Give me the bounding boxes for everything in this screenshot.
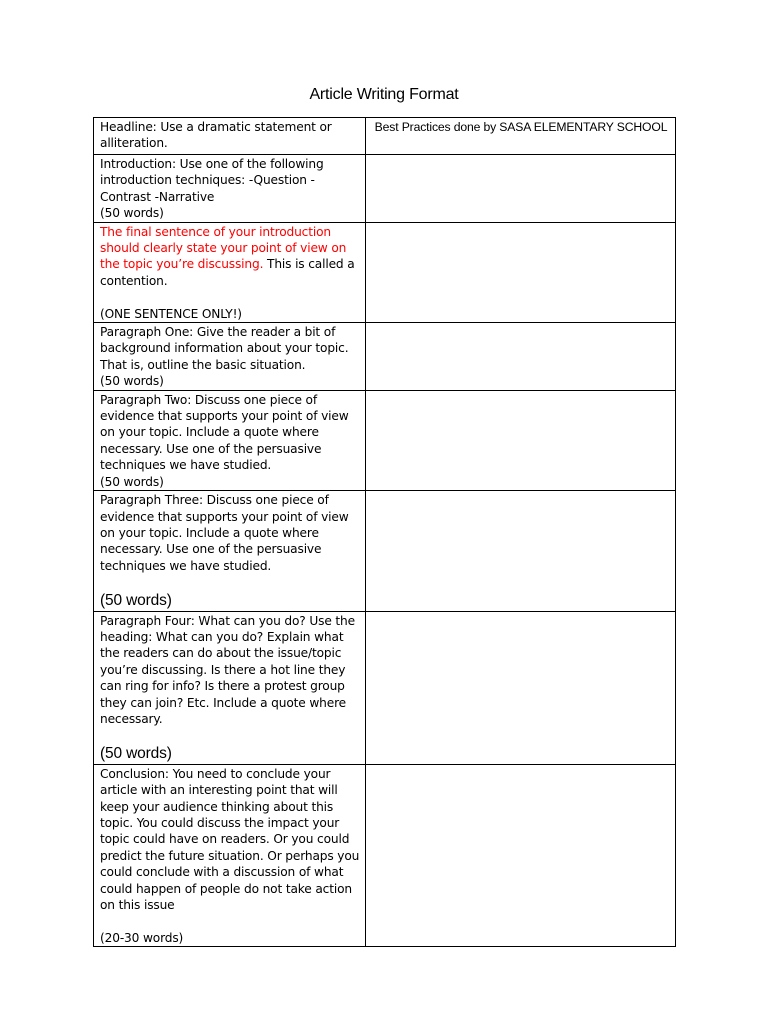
paragraph-one-text: Paragraph One: Give the reader a bit of background information about your topic. That is, outline the basic situation.	[100, 325, 349, 372]
paragraph-three-text: Paragraph Three: Discuss one piece of evidence that supports your point of view on your topic. Include a quote where necessary. Use one of the persuasive techniques we have studied.	[100, 493, 349, 573]
response-cell[interactable]	[366, 611, 676, 764]
introduction-word-count: (50 words)	[100, 206, 164, 221]
contention-highlight-text: The final sentence of your introduction should clearly state your point of view on the topic you’re discussing.	[100, 224, 347, 272]
paragraph-four-word-count: (50 words)	[100, 744, 172, 762]
response-cell[interactable]	[366, 222, 676, 322]
table-row	[94, 155, 676, 223]
contention-text: This is called a contention.	[100, 257, 355, 288]
introduction-cell	[94, 155, 366, 223]
response-cell[interactable]	[366, 155, 676, 223]
format-table	[93, 117, 676, 947]
table-row	[94, 390, 676, 490]
headline-cell	[94, 118, 366, 155]
table-row	[94, 222, 676, 322]
response-cell[interactable]	[366, 323, 676, 391]
table-row	[94, 491, 676, 611]
document-title: Article Writing Format	[309, 86, 459, 103]
paragraph-one-word-count: (50 words)	[100, 374, 164, 389]
introduction-text: Introduction: Use one of the following introduction techniques: -Question -Contrast -Narrative	[100, 157, 324, 204]
table-row	[94, 118, 676, 155]
table-row	[94, 764, 676, 946]
paragraph-one-cell	[94, 323, 366, 391]
paragraph-three-cell	[94, 491, 366, 611]
response-cell[interactable]	[366, 390, 676, 490]
paragraph-four-cell	[94, 611, 366, 764]
response-cell[interactable]	[366, 764, 676, 946]
paragraph-two-word-count: (50 words)	[100, 474, 164, 489]
table-row	[94, 323, 676, 391]
contention-cell	[94, 222, 366, 322]
response-cell[interactable]	[366, 491, 676, 611]
best-practices-header: Best Practices done by SASA ELEMENTARY SCHOOL	[366, 118, 676, 155]
paragraph-four-text: Paragraph Four: What can you do? Use the heading: What can you do? Explain what the readers can do about the issue/topic you’re discussing. Is there a hot line they can ring for info? Is there a protest group they can join? Etc. Include a quote where necessary.	[100, 613, 355, 726]
paragraph-two-text: Paragraph Two: Discuss one piece of evidence that supports your point of view on your topic. Include a quote where necessary. Use one of the persuasive techniques we have studied.	[100, 392, 349, 473]
conclusion-text: Conclusion: You need to conclude your article with an interesting point that will keep your audience thinking about this topic. You could discuss the impact your topic could have on readers. Or you could predict the future situation. Or perhaps you could conclude with a discussion of what could happen of people do not take action on this issue	[100, 766, 360, 913]
headline-text: Headline: Use a dramatic statement or alliteration.	[100, 120, 332, 151]
table-row	[94, 611, 676, 764]
paragraph-two-cell	[94, 390, 366, 490]
conclusion-cell	[94, 764, 366, 946]
conclusion-word-count: (20-30 words)	[100, 930, 184, 945]
paragraph-three-word-count: (50 words)	[100, 591, 172, 609]
contention-note: (ONE SENTENCE ONLY!)	[100, 306, 242, 321]
